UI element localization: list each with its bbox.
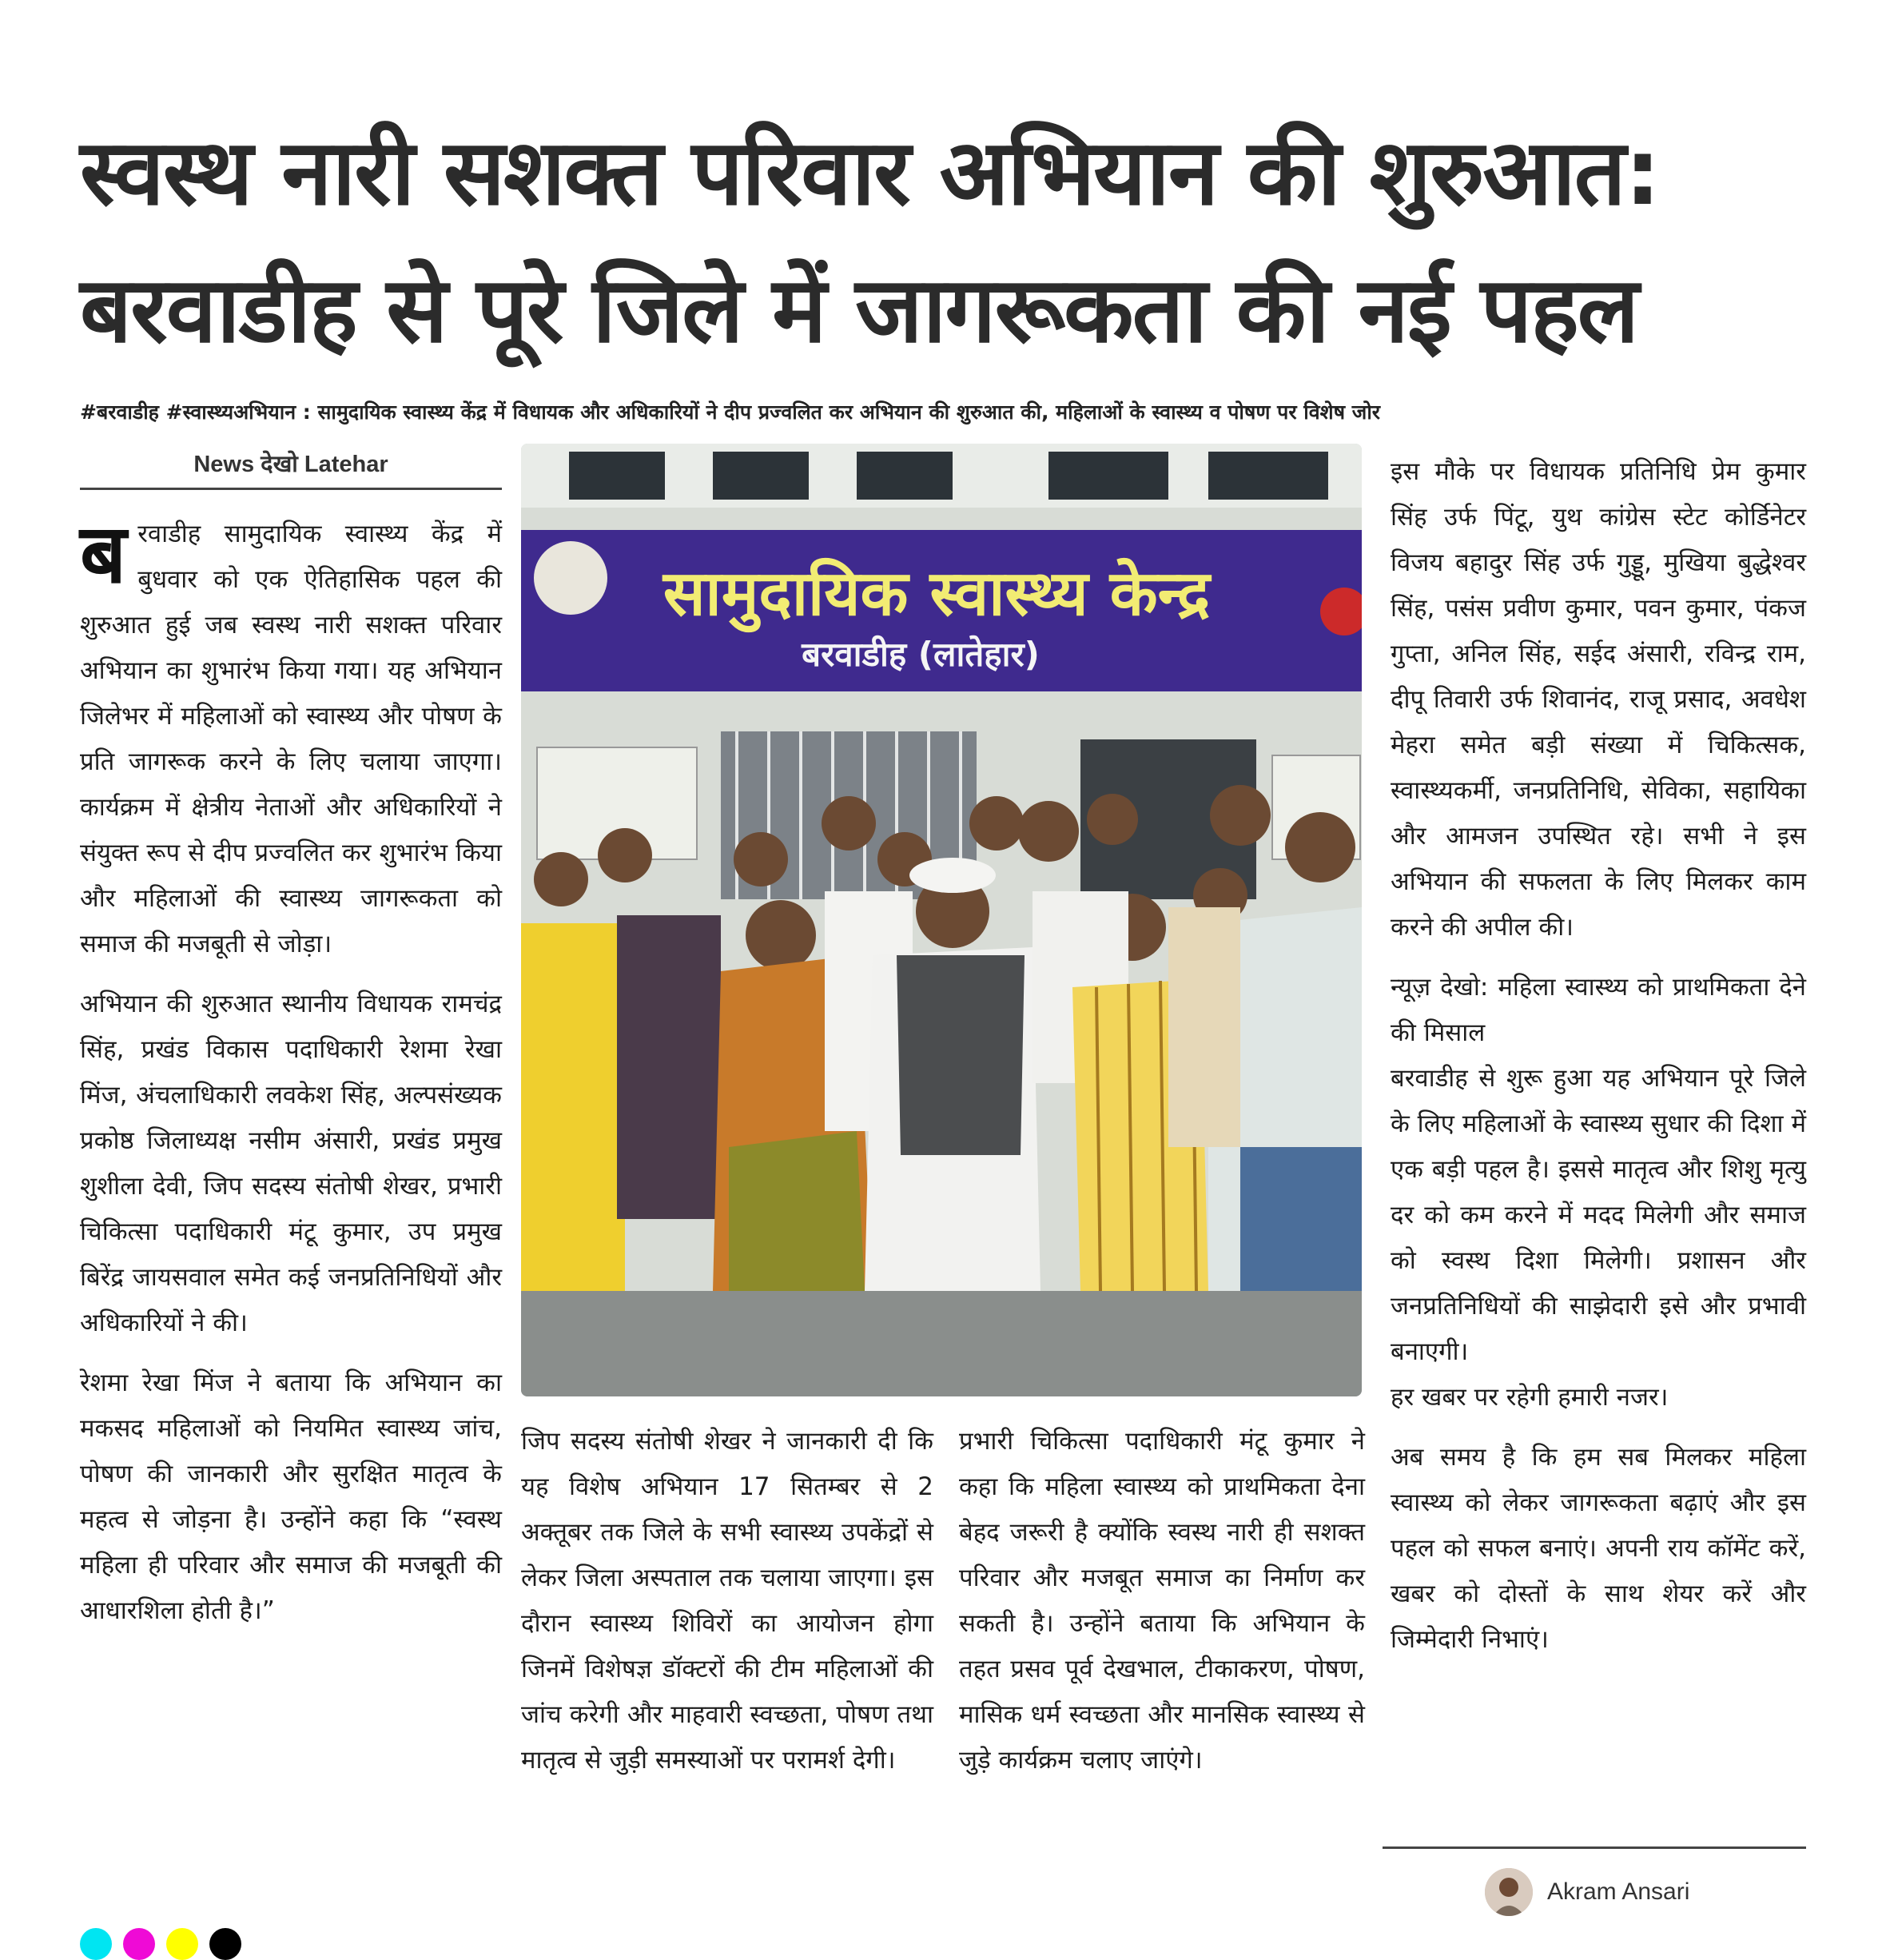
paragraph-medical-officer: प्रभारी चिकित्सा पदाधिकारी मंटू कुमार ने कहा कि महिला स्वास्थ्य को प्राथमिकता देना बेहद जरूरी है क्योंकि स्वस्थ नारी ही सशक्त परिवार और मजबूत समाज का निर्माण कर सकती है। उन्होंने बताया कि अभियान के तहत प्रसव पूर्व देखभाल, टीकाकरण, पोषण, मासिक धर्म स्वच्छता और मानसिक स्वास्थ्य से जुड़े कार्यक्रम चलाए जाएंगे। <box>959 1427 1365 1775</box>
cyan-mark <box>80 1928 112 1960</box>
tagline: हर खबर पर रहेगी हमारी नजर। <box>1391 1383 1669 1412</box>
paragraph-analysis: बरवाडीह से शुरू हुआ यह अभियान पूरे जिले के लिए महिलाओं के स्वास्थ्य सुधार की दिशा में एक बड़ी पहल है। इससे मातृत्व और शिशु मृत्यु दर को कम करने में मदद मिलेगी और समाज को स्वस्थ दिशा मिलेगी। प्रशासन और जनप्रतिनिधियों की साझेदारी इसे और प्रभावी बनाएगी। <box>1391 1064 1806 1366</box>
column-4 <box>1391 449 1806 1677</box>
print-registration-marks <box>80 1928 241 1960</box>
headline <box>80 104 1822 379</box>
author-credit <box>1485 1868 1689 1916</box>
black-mark <box>209 1928 241 1960</box>
column-1 <box>80 507 502 1648</box>
headline-line-2: बरवाडीह से पूरे जिले में जागरूकता की नई पहल <box>80 257 1638 363</box>
paragraph-intro-text: रवाडीह सामुदायिक स्वास्थ्य केंद्र में बुधवार को एक ऐतिहासिक पहल की शुरुआत हुई जब स्वस्थ नारी सशक्त परिवार अभियान का शुभारंभ किया गया। यह अभियान जिलेभर में महिलाओं को स्वास्थ्य और पोषण के प्रति जागरूक करने के लिए चलाया जाएगा। कार्यक्रम में क्षेत्रीय नेताओं और अधिकारियों ने संयुक्त रूप से दीप प्रज्वलित कर शुभारंभ किया और महिलाओं की स्वास्थ्य जागरूकता को समाज की मजबूती से जोड़ा। <box>80 520 502 958</box>
paragraph-call-to-action: अब समय है कि हम सब मिलकर महिला स्वास्थ्य को लेकर जागरूकता बढ़ाएं और इस पहल को सफल बनाएं। अपनी राय कॉमेंट करें, खबर को दोस्तों के साथ शेयर करें और जिम्मेदारी निभाएं। <box>1391 1443 1806 1654</box>
column-2 <box>521 1419 933 1798</box>
headline-line-1: स्वस्थ नारी सशक्त परिवार अभियान की शुरुआत: <box>80 119 1660 225</box>
paragraph-campaign-details: जिप सदस्य संतोषी शेखर ने जानकारी दी कि यह विशेष अभियान 17 सितम्बर से 2 अक्तूबर तक जिले के सभी स्वास्थ्य उपकेंद्रों से लेकर जिला अस्पताल तक चलाया जाएगा। इस दौरान स्वास्थ्य शिविरों का आयोजन होगा जिनमें विशेषज्ञ डॉक्टरों की टीम महिलाओं की जांच करेगी और माहवारी स्वच्छता, पोषण तथा मातृत्व से जुड़ी समस्याओं पर परामर्श देगी। <box>521 1427 933 1775</box>
paragraph-quote: रेशमा रेखा मिंज ने बताया कि अभियान का मकसद महिलाओं को नियमित स्वास्थ्य जांच, पोषण की जानकारी और सुरक्षित मातृत्व के महत्व से जोड़ना है। उन्होंने कहा कि “स्वस्थ महिला ही परिवार और समाज की मजबूती की आधारशिला होती है।” <box>80 1368 502 1625</box>
byline-divider <box>80 488 502 490</box>
magenta-mark <box>123 1928 155 1960</box>
author-divider <box>1383 1846 1806 1849</box>
column-3 <box>959 1419 1365 1798</box>
section-subheading: न्यूज़ देखो: महिला स्वास्थ्य को प्राथमिकता देने की मिसाल <box>1391 973 1806 1047</box>
drop-cap: ब <box>80 507 127 602</box>
paragraph-attendees: इस मौके पर विधायक प्रतिनिधि प्रेम कुमार सिंह उर्फ पिंटू, युथ कांग्रेस स्टेट कोर्डिनेटर विजय बहादुर सिंह उर्फ गुड्डू, मुखिया बुद्धेश्वर सिंह, पसंस प्रवीण कुमार, पवन कुमार, पंकज गुप्ता, अनिल सिंह, सईद अंसारी, रविन्द्र राम, दीपू तिवारी उर्फ शिवानंद, राजू प्रसाद, अवधेश मेहरा समेत बड़ी संख्या में चिकित्सक, स्वास्थ्यकर्मी, जनप्रतिनिधि, सेविका, सहायिका और आमजन उपस्थित रहे। सभी ने इस अभियान की सफलता के लिए मिलकर काम करने की अपील की। <box>1391 457 1806 942</box>
byline: News देखो Latehar <box>193 452 388 477</box>
paragraph-intro <box>80 507 502 967</box>
sign-title: सामुदायिक स्वास्थ्य केन्द्र <box>662 558 1211 630</box>
yellow-mark <box>166 1928 198 1960</box>
sign-subtitle: बरवाडीह (लातेहार) <box>802 635 1040 674</box>
subheadline: #बरवाडीह #स्वास्थ्यअभियान : सामुदायिक स्वास्थ्य केंद्र में विधायक और अधिकारियों ने दीप प्रज्वलित कर अभियान की शुरुआत की, महिलाओं के स्वास्थ्य व पोषण पर विशेष जोर <box>80 400 1381 424</box>
paragraph-participants: अभियान की शुरुआत स्थानीय विधायक रामचंद्र सिंह, प्रखंड विकास पदाधिकारी रेशमा रेखा मिंज, अंचलाधिकारी लवकेश सिंह, अल्पसंख्यक प्रकोष्ठ जिलाध्यक्ष नसीम अंसारी, प्रखंड प्रमुख शुशीला देवी, जिप सदस्य संतोषी शेखर, प्रभारी चिकित्सा पदाधिकारी मंटू कुमार, उप प्रमुख बिरेंद्र जायसवाल समेत कई जनप्रतिनिधियों और अधिकारियों ने की। <box>80 990 502 1337</box>
author-avatar <box>1485 1868 1533 1916</box>
news-photo <box>521 444 1362 1396</box>
author-name: Akram Ansari <box>1547 1878 1690 1905</box>
